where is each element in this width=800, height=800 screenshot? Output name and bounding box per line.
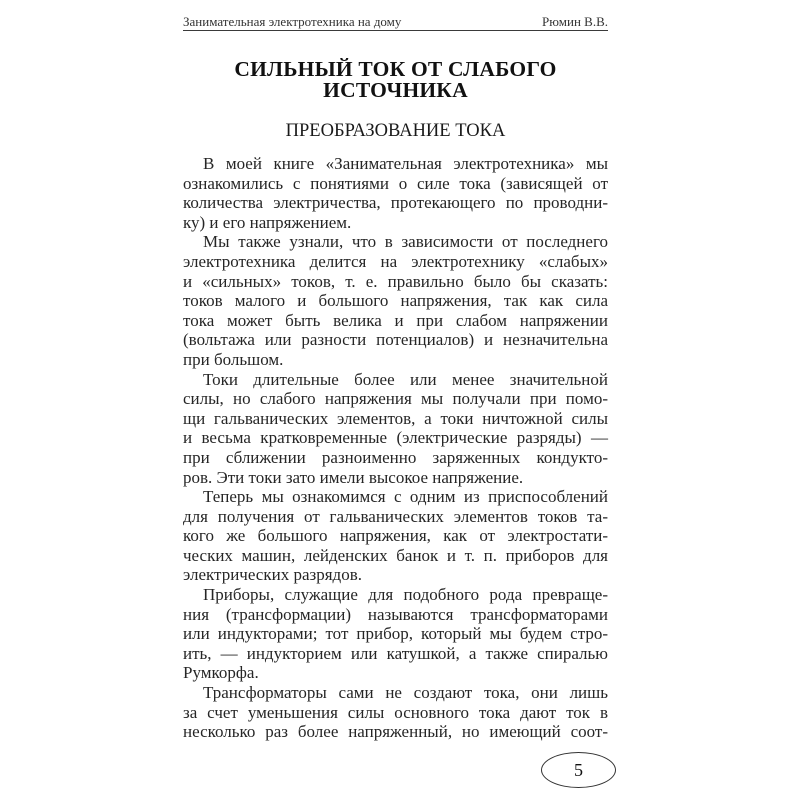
text-line: ров. Эти токи зато имели высокое напряжение. [183, 467, 524, 487]
text-line: электрических разрядов. [183, 565, 362, 585]
text-line: при большом. [183, 349, 284, 369]
page-number-oval [541, 752, 616, 788]
section-title: ПРЕОБРАЗОВАНИЕ ТОКА [285, 121, 506, 141]
text-line: Мы также узнали, что в зависимости от последнего [203, 232, 608, 252]
text-line: В моей книге «Занимательная электротехника» мы [203, 154, 608, 173]
paragraph [183, 232, 608, 369]
chapter-title-line-2: ИСТОЧНИКА [323, 78, 468, 102]
running-header-author: Рюмин В.В. [541, 14, 608, 29]
paragraph [183, 683, 608, 742]
text-line: за счет уменьшения силы основного тока дают ток в [183, 702, 608, 722]
chapter-title [183, 59, 608, 101]
text-line: при сближении разноименно заряженных кондукто- [183, 447, 608, 467]
text-line: Токи длительные более или менее значительной [203, 369, 608, 389]
text-line: (вольтажа или разности потенциалов) и незначительна [183, 330, 608, 350]
text-line: несколько раз более напряженный, но имеющий соот- [183, 722, 608, 742]
text-line: токов малого и большого напряжения, так как сила [183, 291, 608, 311]
text-line: ку) и его напряжением. [183, 212, 352, 232]
text-line: ить, — индукторием или катушкой, а также спиралью [183, 643, 608, 663]
text-line: тока может быть велика и при слабом напряжении [183, 310, 608, 330]
text-line: для получения от гальванических элементов токов та- [183, 506, 608, 526]
paragraph [183, 487, 608, 585]
text-line: и весьма кратковременные (электрические разряды) — [183, 428, 608, 448]
book-page [183, 0, 608, 800]
text-line: щи гальванических элементов, а токи ничтожной силы [183, 408, 608, 428]
text-line: ния (трансформации) называются трансформаторами [183, 604, 608, 624]
text-line: Румкорфа. [183, 663, 259, 683]
paragraph [183, 370, 608, 488]
text-line: Теперь мы ознакомимся с одним из приспособлений [203, 487, 608, 507]
text-line: ческих машин, лейденских банок и т. п. приборов для [183, 545, 608, 565]
text-line: кого же большого напряжения, как от электростати- [183, 526, 608, 546]
text-line: или индукторами; тот прибор, который мы будем стро- [183, 624, 608, 644]
text-line: силы, но слабого напряжения мы получали при помо- [183, 389, 608, 409]
body-text [183, 154, 608, 742]
chapter-title-line-1: СИЛЬНЫЙ ТОК ОТ СЛАБОГО [234, 57, 557, 81]
running-header-book-title: Занимательная электротехника на дому [183, 14, 402, 29]
text-line: ознакомились с понятиями о силе тока (зависящей от [183, 173, 608, 193]
running-header [183, 13, 608, 31]
text-line: и «сильных» токов, т. е. правильно было бы сказать: [183, 271, 608, 291]
text-line: Приборы, служащие для подобного рода превраще- [203, 585, 608, 605]
paragraph [183, 154, 608, 232]
text-line: количества электричества, протекающего по проводни- [183, 193, 608, 213]
text-line: Трансформаторы сами не создают тока, они лишь [203, 683, 608, 703]
paragraph [183, 585, 608, 683]
page-number: 5 [574, 759, 583, 780]
text-line: электротехника делится на электротехнику «слабых» [183, 251, 608, 271]
